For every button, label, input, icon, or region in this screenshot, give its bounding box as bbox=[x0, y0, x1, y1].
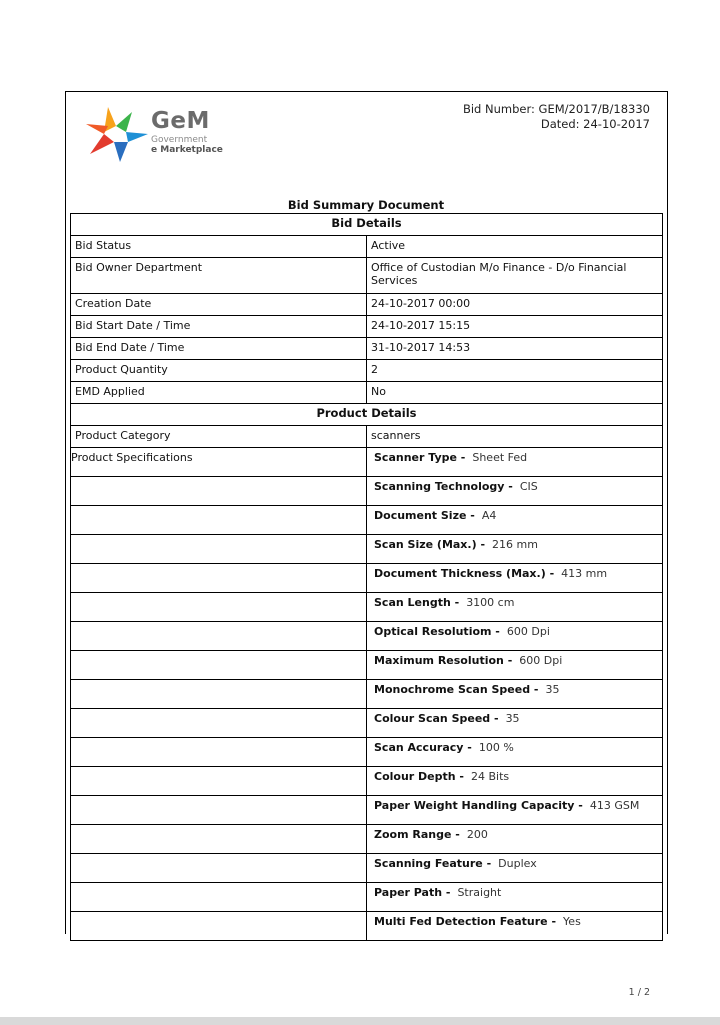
creation-date-value: 24-10-2017 00:00 bbox=[367, 294, 663, 316]
spec-name: Colour Scan Speed - bbox=[374, 712, 499, 725]
spec-entry bbox=[371, 567, 658, 580]
product-quantity-label: Product Quantity bbox=[71, 360, 367, 382]
spec-value-cell bbox=[367, 883, 663, 912]
spec-row bbox=[71, 622, 663, 651]
spec-value-cell bbox=[367, 564, 663, 593]
creation-date-label: Creation Date bbox=[71, 294, 367, 316]
spec-entry bbox=[371, 886, 658, 899]
table-row bbox=[71, 360, 663, 382]
bid-end-value: 31-10-2017 14:53 bbox=[367, 338, 663, 360]
spec-name: Paper Weight Handling Capacity - bbox=[374, 799, 583, 812]
spec-name: Maximum Resolution - bbox=[374, 654, 513, 667]
spec-entry bbox=[371, 741, 658, 754]
spec-row bbox=[71, 564, 663, 593]
spec-entry bbox=[371, 770, 658, 783]
product-category-value: scanners bbox=[367, 426, 663, 448]
spec-label-cell bbox=[71, 593, 367, 622]
spec-value-cell bbox=[367, 709, 663, 738]
spec-row bbox=[71, 883, 663, 912]
spec-value-cell bbox=[367, 796, 663, 825]
spec-label-cell bbox=[71, 825, 367, 854]
spec-name: Scanning Technology - bbox=[374, 480, 513, 493]
product-details-heading-row bbox=[71, 404, 663, 426]
spec-value: 600 Dpi bbox=[519, 654, 563, 667]
spec-value-cell bbox=[367, 448, 663, 477]
spec-name: Scanner Type - bbox=[374, 451, 466, 464]
viewer-bottom-band bbox=[0, 1017, 720, 1025]
spec-label-cell bbox=[71, 854, 367, 883]
spec-value: 100 % bbox=[478, 741, 514, 754]
spec-name: Scan Size (Max.) - bbox=[374, 538, 486, 551]
spec-label-cell bbox=[71, 738, 367, 767]
table-row bbox=[71, 382, 663, 404]
spec-value: A4 bbox=[481, 509, 497, 522]
spec-value: Sheet Fed bbox=[472, 451, 528, 464]
spec-entry bbox=[371, 828, 658, 841]
logo-line1: Government bbox=[151, 135, 208, 145]
table-row bbox=[71, 294, 663, 316]
table-row bbox=[71, 338, 663, 360]
spec-value-cell bbox=[367, 912, 663, 941]
spec-label-cell bbox=[71, 767, 367, 796]
spec-row bbox=[71, 535, 663, 564]
spec-row bbox=[71, 709, 663, 738]
spec-row bbox=[71, 680, 663, 709]
spec-name: Scan Accuracy - bbox=[374, 741, 472, 754]
spec-row bbox=[71, 477, 663, 506]
spec-label-cell bbox=[71, 622, 367, 651]
spec-entry bbox=[371, 799, 658, 812]
emd-applied-value: No bbox=[367, 382, 663, 404]
spec-value-cell bbox=[367, 825, 663, 854]
spec-value-cell bbox=[367, 593, 663, 622]
bid-status-label: Bid Status bbox=[71, 236, 367, 258]
spec-value: 600 Dpi bbox=[506, 625, 550, 638]
spec-entry bbox=[371, 654, 658, 667]
spec-value: 24 Bits bbox=[471, 770, 510, 783]
spec-value-cell bbox=[367, 738, 663, 767]
spec-row bbox=[71, 796, 663, 825]
spec-name: Monochrome Scan Speed - bbox=[374, 683, 539, 696]
spec-name: Scan Length - bbox=[374, 596, 460, 609]
spec-value-cell bbox=[367, 477, 663, 506]
spec-value: 35 bbox=[505, 712, 520, 725]
spec-entry bbox=[371, 538, 658, 551]
spec-entry bbox=[371, 596, 658, 609]
product-specifications-label: Product Specifications bbox=[71, 448, 367, 477]
spec-row bbox=[71, 825, 663, 854]
spec-label-cell bbox=[71, 796, 367, 825]
spec-name: Multi Fed Detection Feature - bbox=[374, 915, 557, 928]
spec-value-cell bbox=[367, 767, 663, 796]
spec-value: 35 bbox=[545, 683, 560, 696]
table-row bbox=[71, 236, 663, 258]
bid-owner-value: Office of Custodian M/o Finance - D/o Financial Services bbox=[367, 258, 663, 294]
spec-value: Straight bbox=[457, 886, 502, 899]
spec-row bbox=[71, 738, 663, 767]
spec-row bbox=[71, 448, 663, 477]
bid-dated: Dated: 24-10-2017 bbox=[540, 117, 650, 131]
bid-start-label: Bid Start Date / Time bbox=[71, 316, 367, 338]
table-row bbox=[71, 426, 663, 448]
spec-value-cell bbox=[367, 622, 663, 651]
spec-row bbox=[71, 854, 663, 883]
spec-value: CIS bbox=[519, 480, 538, 493]
bid-details-heading: Bid Details bbox=[71, 214, 663, 236]
logo-text bbox=[151, 107, 223, 156]
table-row bbox=[71, 258, 663, 294]
product-category-label: Product Category bbox=[71, 426, 367, 448]
spec-entry bbox=[371, 451, 658, 464]
emd-applied-label: EMD Applied bbox=[71, 382, 367, 404]
bid-start-value: 24-10-2017 15:15 bbox=[367, 316, 663, 338]
document-title: Bid Summary Document bbox=[287, 198, 445, 212]
spec-entry bbox=[371, 712, 658, 725]
bid-owner-label: Bid Owner Department bbox=[71, 258, 367, 294]
spec-entry bbox=[371, 857, 658, 870]
logo-line2: e Marketplace bbox=[151, 145, 223, 155]
spec-value-cell bbox=[367, 854, 663, 883]
spec-entry bbox=[371, 683, 658, 696]
spec-label-cell bbox=[71, 535, 367, 564]
spec-row bbox=[71, 767, 663, 796]
spec-row bbox=[71, 593, 663, 622]
spec-entry bbox=[371, 915, 658, 928]
spec-value: 413 GSM bbox=[589, 799, 640, 812]
spec-entry bbox=[371, 625, 658, 638]
logo-name: GeM bbox=[151, 108, 210, 134]
spec-value: 200 bbox=[466, 828, 488, 841]
bid-details-heading-row bbox=[71, 214, 663, 236]
spec-name: Colour Depth - bbox=[374, 770, 464, 783]
bid-end-label: Bid End Date / Time bbox=[71, 338, 367, 360]
product-details-heading: Product Details bbox=[71, 404, 663, 426]
spec-label-cell bbox=[71, 680, 367, 709]
spec-name: Paper Path - bbox=[374, 886, 451, 899]
bid-summary-table bbox=[70, 213, 663, 941]
spec-entry bbox=[371, 480, 658, 493]
spec-name: Document Size - bbox=[374, 509, 475, 522]
spec-value: Duplex bbox=[498, 857, 537, 870]
page-number: 1 / 2 bbox=[628, 987, 650, 998]
spec-label-cell bbox=[71, 883, 367, 912]
spec-label-cell bbox=[71, 564, 367, 593]
bid-status-value: Active bbox=[367, 236, 663, 258]
spec-entry bbox=[371, 509, 658, 522]
spec-row bbox=[71, 506, 663, 535]
bid-number: Bid Number: GEM/2017/B/18330 bbox=[462, 102, 650, 116]
spec-value: 3100 cm bbox=[466, 596, 515, 609]
product-quantity-value: 2 bbox=[367, 360, 663, 382]
spec-value: Yes bbox=[563, 915, 581, 928]
spec-value-cell bbox=[367, 651, 663, 680]
spec-value: 413 mm bbox=[561, 567, 608, 580]
spec-value-cell bbox=[367, 506, 663, 535]
spec-label-cell bbox=[71, 506, 367, 535]
spec-value: 216 mm bbox=[492, 538, 538, 551]
spec-label-cell bbox=[71, 912, 367, 941]
bid-meta bbox=[463, 102, 650, 132]
spec-name: Scanning Feature - bbox=[374, 857, 492, 870]
spec-name: Zoom Range - bbox=[374, 828, 460, 841]
spec-value-cell bbox=[367, 535, 663, 564]
spec-label-cell bbox=[71, 651, 367, 680]
spec-label-cell bbox=[71, 477, 367, 506]
spec-name: Document Thickness (Max.) - bbox=[374, 567, 555, 580]
spec-name: Optical Resolutiom - bbox=[374, 625, 500, 638]
spec-value-cell bbox=[367, 680, 663, 709]
spec-row bbox=[71, 912, 663, 941]
spec-row bbox=[71, 651, 663, 680]
table-row bbox=[71, 316, 663, 338]
spec-label-cell bbox=[71, 709, 367, 738]
